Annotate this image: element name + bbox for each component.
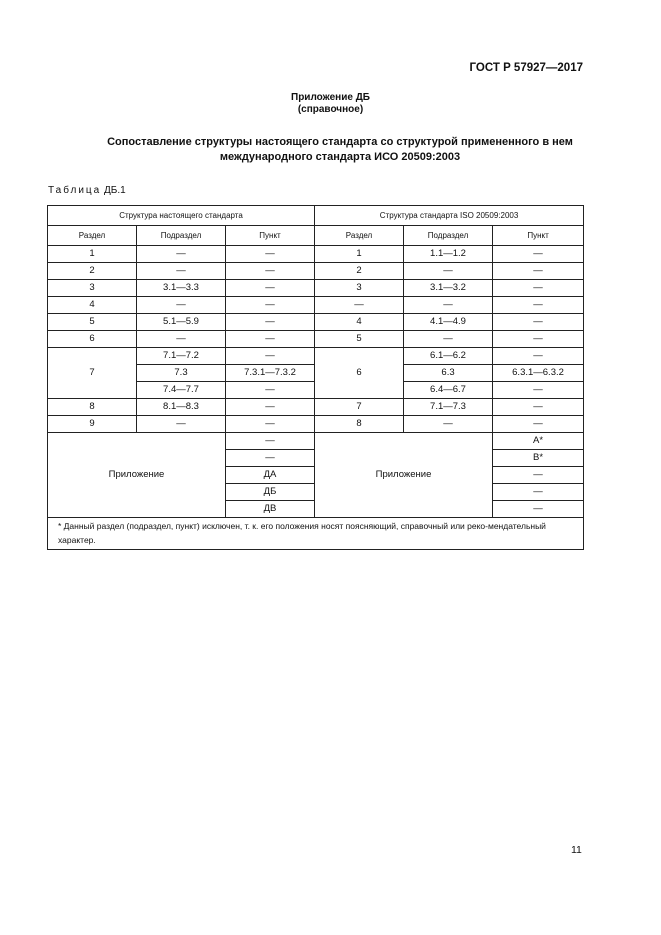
table-cell: — (137, 331, 226, 348)
table-cell: ДА (226, 467, 315, 484)
table-cell: — (404, 263, 493, 280)
annex-title: Приложение ДБ (291, 92, 370, 103)
table-row (48, 416, 584, 433)
table-cell: 7 (315, 399, 404, 416)
table-cell: 5.1—5.9 (137, 314, 226, 331)
table-cell: — (226, 433, 315, 450)
table-footnote: * Данный раздел (подраздел, пункт) исключен, т. к. его положения носят поясняющий, справочный или реко-мендательный характер. (48, 518, 584, 550)
table-cell: — (226, 263, 315, 280)
table-cell: — (226, 450, 315, 467)
footnote-row (48, 518, 584, 550)
table-cell: — (226, 382, 315, 399)
table-row (48, 314, 584, 331)
table-cell: — (315, 297, 404, 314)
table-cell: — (493, 416, 584, 433)
table-cell: 7.3.1—7.3.2 (226, 365, 315, 382)
table-cell: 8 (315, 416, 404, 433)
table-cell: 6.3 (404, 365, 493, 382)
table-row (48, 246, 584, 263)
group-header-iso: Структура стандарта ISO 20509:2003 (315, 206, 584, 226)
annex-subtitle: (справочное) (297, 104, 364, 115)
table-cell: — (226, 297, 315, 314)
table-cell: 1.1—1.2 (404, 246, 493, 263)
appendix-label-iso: Приложение (315, 433, 493, 518)
table-cell: — (137, 263, 226, 280)
table-cell: 8.1—8.3 (137, 399, 226, 416)
table-cell: — (226, 416, 315, 433)
table-cell: 4.1—4.9 (404, 314, 493, 331)
table-cell: 2 (48, 263, 137, 280)
sub-header: Раздел (315, 226, 404, 246)
table-cell: ДВ (226, 501, 315, 518)
table-cell: 8 (48, 399, 137, 416)
table-cell: А* (493, 433, 584, 450)
table-cell: — (493, 331, 584, 348)
table-cell: — (493, 314, 584, 331)
table-cell: — (226, 348, 315, 365)
sub-header: Подраздел (404, 226, 493, 246)
table-cell: 3.1—3.3 (137, 280, 226, 297)
table-cell: 1 (48, 246, 137, 263)
table-cell: — (226, 280, 315, 297)
table-cell: 6.4—6.7 (404, 382, 493, 399)
table-cell: 1 (315, 246, 404, 263)
table-cell: — (493, 297, 584, 314)
table-cell: — (137, 416, 226, 433)
table-cell: — (137, 297, 226, 314)
table-cell: 6 (48, 331, 137, 348)
sub-header: Пункт (226, 226, 315, 246)
sub-header: Раздел (48, 226, 137, 246)
table-row (48, 280, 584, 297)
sub-header: Пункт (493, 226, 584, 246)
table-label-number: ДБ.1 (104, 185, 126, 196)
table-cell: — (493, 263, 584, 280)
sub-header-row (48, 226, 584, 246)
table-cell: — (493, 348, 584, 365)
table-cell: 4 (48, 297, 137, 314)
table-cell: 2 (315, 263, 404, 280)
document-title-line1: Сопоставление структуры настоящего стандарта со структурой примененного в нем (107, 136, 573, 148)
table-cell: 3 (315, 280, 404, 297)
table-cell: В* (493, 450, 584, 467)
document-title-line2: международного стандарта ИСО 20509:2003 (219, 151, 461, 163)
table-cell: 7.1—7.3 (404, 399, 493, 416)
group-header-row (48, 206, 584, 226)
table-row (48, 348, 584, 365)
table-cell: 9 (48, 416, 137, 433)
table-cell: 6 (315, 348, 404, 399)
table-cell: ДБ (226, 484, 315, 501)
table-cell: 5 (315, 331, 404, 348)
table-cell: — (404, 416, 493, 433)
table-row (48, 263, 584, 280)
sub-header: Подраздел (137, 226, 226, 246)
table-cell: — (226, 331, 315, 348)
table-cell: — (493, 246, 584, 263)
appendix-row (48, 433, 584, 450)
table-cell: 7.1—7.2 (137, 348, 226, 365)
table-row (48, 399, 584, 416)
table-cell: — (226, 399, 315, 416)
table-cell: — (493, 467, 584, 484)
annex-heading (0, 92, 661, 116)
table-cell: — (493, 399, 584, 416)
table-cell: 3.1—3.2 (404, 280, 493, 297)
table-cell: 7 (48, 348, 137, 399)
table-cell: — (137, 246, 226, 263)
table-cell: 6.1—6.2 (404, 348, 493, 365)
standard-code: ГОСТ Р 57927—2017 (469, 62, 583, 74)
page-number: 11 (571, 844, 582, 856)
table-label (48, 185, 126, 196)
appendix-label-national: Приложение (48, 433, 226, 518)
table-cell: — (404, 331, 493, 348)
table-cell: — (226, 314, 315, 331)
table-cell: — (493, 382, 584, 399)
table-cell: 7.3 (137, 365, 226, 382)
table-row (48, 297, 584, 314)
table-cell: 4 (315, 314, 404, 331)
document-title (60, 135, 620, 165)
table-cell: 3 (48, 280, 137, 297)
table-label-prefix: Таблица (48, 185, 102, 196)
table-cell: 7.4—7.7 (137, 382, 226, 399)
table-cell: 6.3.1—6.3.2 (493, 365, 584, 382)
table-cell: — (493, 501, 584, 518)
table-cell: — (493, 484, 584, 501)
comparison-table (47, 205, 584, 550)
group-header-national: Структура настоящего стандарта (48, 206, 315, 226)
table-cell: — (404, 297, 493, 314)
table-cell: — (493, 280, 584, 297)
table-row (48, 331, 584, 348)
table-cell: 5 (48, 314, 137, 331)
table-cell: — (226, 246, 315, 263)
